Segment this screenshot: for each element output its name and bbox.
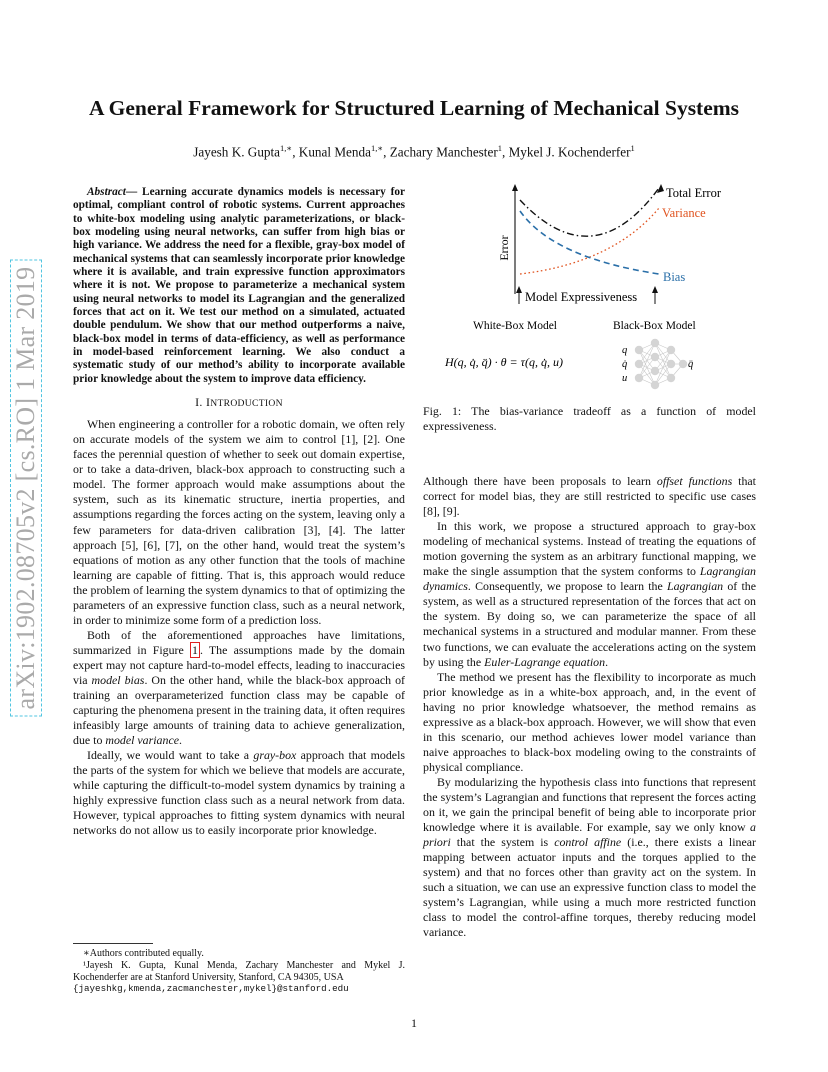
nn-input-q: q	[622, 345, 628, 356]
total-error-curve	[520, 188, 659, 236]
right-paragraph-3: The method we present has the flexibility to incorporate as much prior knowledge as in a white-box approach, and, in the event of having no prior knowledge whatsoever, the method remains as expressive as a black-box approach. However, we will show that even in this scenario, our method achieves lower model variance than naive approaches to black-box modeling owing to the constraints of physical compliance.	[423, 669, 757, 774]
nn-output-qddot: q̈	[688, 359, 694, 370]
nn-node	[635, 360, 643, 368]
black-box-arrow-icon	[652, 286, 658, 293]
x-axis-label: Model Expressiveness	[525, 290, 638, 304]
nn-input-u: u	[622, 373, 628, 384]
nn-node	[667, 346, 675, 354]
figure-caption: Fig. 1: The bias-variance tradeoff as a function of model expressiveness.	[423, 404, 756, 434]
author-name: Zachary Manchester	[389, 144, 498, 160]
page-number: 1	[411, 1016, 417, 1030]
abstract	[73, 186, 405, 386]
nn-node	[651, 381, 659, 389]
figure-1	[423, 178, 756, 440]
nn-node	[651, 367, 659, 375]
white-box-arrow-icon	[516, 286, 522, 293]
author-name: Mykel J. Kochenderfer	[508, 144, 631, 160]
author-affil: 1,∗	[370, 143, 384, 153]
section-numeral: I.	[195, 395, 206, 410]
nn-node	[651, 353, 659, 361]
abstract-text: — Learning accurate dynamics models is necessary for optimal, compliant control of robotic systems. Current approaches to white-box modeling using analytic parameterizations, or black-box modeling using neural networks, can suffer from high bias or high variance. We address the need for a flexible, gray-box model of mechanical systems that can seamlessly incorporate prior knowledge where it is available, and train expressive function approximators where it is not. We propose to parameterize a mechanical system using neural networks to model its Lagrangian and the generalized forces that act on it. We test our method on a simulated, actuated double pendulum. We show that our method outperforms a naive, black-box model in terms of data-efficiency, as well as performance in model-based reinforcement learning. We also conduct a systematic study of our method’s ability to incorporate available prior knowledge about the system to improve data efficiency.	[73, 186, 405, 385]
y-axis-label: Error	[497, 235, 511, 261]
arxiv-id[interactable]: arXiv:1902.08705v2 [cs.RO] 1 Mar 2019	[10, 260, 42, 717]
abstract-label: Abstract	[87, 186, 126, 198]
y-axis-arrow-icon	[512, 184, 518, 191]
footnote-rule	[73, 943, 153, 944]
bias-label: Bias	[663, 270, 686, 284]
author-affil: 1,∗	[280, 143, 293, 153]
intro-paragraph-1: When engineering a controller for a robotic domain, we often rely on accurate models of the system we aim to control [1], [2]. One faces the perennial question of whether to seek out domain expertise, or to take a data-driven, black-box approach to constructing such a model. The former approach would make assumptions about the system, such as its kinematic structure, inertia properties, and assumptions regarding the forces acting on the system, leaving only a few parameters for data-driven calibration [3], [4]. The latter approach [5], [6], [7], on the other hand, would treat the system’s equations of motion as any other function that the tools of machine learning are capable of fitting. That is, this approach would reduce the problem of learning the system dynamics to that of optimizing the parameters of an expressive function class, such as a neural network, in order to minimize some form of a prediction loss.	[73, 417, 405, 627]
nn-node	[667, 374, 675, 382]
arxiv-stamp[interactable]	[6, 262, 46, 714]
footnote-emails: {jayeshkg,kmenda,zacmanchester,mykel}@stanford.edu	[73, 983, 349, 995]
author-affil: 1	[630, 143, 635, 153]
figure-ref-link[interactable]: 1	[192, 642, 198, 657]
nn-node	[635, 346, 643, 354]
bias-curve	[520, 211, 659, 274]
variance-label: Variance	[662, 206, 706, 220]
nn-node	[667, 360, 675, 368]
nn-input-qdot: q̇	[622, 359, 628, 370]
paper-title: A General Framework for Structured Learning of Mechanical Systems	[88, 96, 740, 120]
footnote-affiliation: ¹Jayesh K. Gupta, Kunal Menda, Zachary Manchester and Mykel J. Kochenderfer are at Stanford University, Stanford, CA 94305, USA	[73, 959, 405, 983]
nn-node	[679, 360, 687, 368]
white-box-equation: H(q, q̇, q̈) · θ = τ(q, q̇, u)	[445, 355, 563, 369]
author-name: Kunal Menda	[298, 144, 371, 160]
right-paragraph-4: By modularizing the hypothesis class into functions that represent the system’s Lagrangian and functions that represent the forces acting on it, we gain the principal benefit of being able to incorporate prior knowledge where it is available. For example, say we only know a priori that the system is control affine (i.e., there exists a linear mapping between actuator inputs and the torques applied to the system) and that no forces other than gravity act on the system. In such a situation, we can use an expressive function class to model the system’s Lagrangian, while using a much more restricted function class to model the control-affine torques, thereby reducing model variance.	[423, 774, 756, 940]
total-error-label: Total Error	[666, 186, 722, 200]
total-error-arrow-icon	[657, 184, 664, 193]
section-rest: NTRODUCTION	[210, 398, 283, 410]
intro-paragraph-2: Both of the aforementioned approaches have limitations, summarized in Figure 1 . The assumptions made by the domain expert may not capture hard-to-model effects, leading to inaccuracies via model bias. On the other hand, while the black-box approach of training an overparameterized function class may be capable of capturing the phenomena present in the training data, it often requires infeasibly large amounts of training data to achieve generalization, due to model variance.	[73, 627, 406, 748]
neural-network-icon	[635, 339, 687, 389]
footnotes	[73, 943, 405, 995]
left-column	[73, 186, 405, 839]
nn-node	[635, 374, 643, 382]
right-paragraph-2: In this work, we propose a structured approach to gray-box modeling of mechanical systems. Instead of treating the equations of motion governing the system as an arbitrary functional mapping, we make the single assumption that the system conforms to Lagrangian dynamics. Consequently, we propose to learn the Lagrangian of the system, as well as a structured representation of the forces that act on the system. By doing so, we can parameterize the space of all mechanical systems in a structured and modular manner. From these two functions, we can evaluate the accelerations acting on the system by using the Euler-Lagrange equation.	[423, 519, 756, 669]
black-box-label: Black-Box Model	[613, 320, 696, 332]
footnote-equal: ∗Authors contributed equally.	[83, 948, 204, 959]
bias-variance-diagram	[423, 178, 756, 400]
nn-node	[651, 339, 659, 347]
variance-curve	[520, 208, 659, 274]
right-paragraph-1: Although there have been proposals to learn offset functions that correct for model bias, they are still restricted to specific use cases [8], [9].	[423, 474, 756, 519]
section-heading	[73, 395, 405, 411]
section-initial: I	[205, 395, 211, 410]
author-name: Jayesh K. Gupta	[193, 144, 281, 160]
white-box-label: White-Box Model	[473, 320, 557, 332]
intro-paragraph-3: Ideally, we would want to take a gray-box approach that models the parts of the system for which we believe that models are accurate, while capturing the difficult-to-model system dynamics by training a highly expressive function class such as a neural network from data. However, typical approaches to fitting system dynamics with neural networks do not allow us to easily incorporate prior knowledge.	[73, 748, 405, 838]
author-affil: 1	[497, 143, 502, 153]
right-column	[423, 474, 756, 940]
author-list: Jayesh K. Gupta$^{1,∗}$, Kunal Menda$^{1,∗}$, Zachary Manchester$^1$, Mykel J. Kochenderfer$^1$	[193, 143, 635, 160]
